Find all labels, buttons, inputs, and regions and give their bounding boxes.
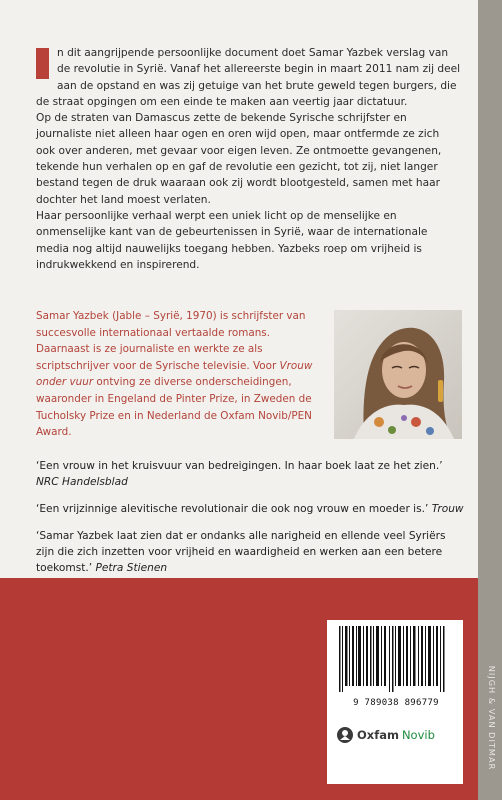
press-quotes (36, 458, 466, 587)
author-bio: Samar Yazbek (Jable – Syrië, 1970) is schrijfster van succesvolle internationaal vertaalde romans. Daarnaast is ze journaliste en werkte ze als scriptschrijver voor de Syrische televisie. Voor Vrouw onder vuur ontving ze diverse onderscheidingen, waaronder in Engeland de Pinter Prize, in Zweden de Tucholsky Prize en in Nederland de Oxfam Novib/PEN Award. (36, 310, 313, 439)
barcode-image (327, 620, 463, 700)
quote-1: ‘Een vrouw in het kruisvuur van bedreigingen. In haar boek laat ze het zien.’ NRC Handelsblad (36, 460, 443, 488)
quote-source: Trouw (431, 503, 464, 515)
oxfam-brand: Oxfam (357, 728, 399, 742)
blurb-paragraph-1: n dit aangrijpende persoonlijke document doet Samar Yazbek verslag van de revolutie in Syrië. Vanaf het allereerste begin in maart 2011 nam zij deel aan de opstand en was zij getuige van het brute geweld tegen burgers, die de straat opgingen om een einde te maken aan veertig jaar dictatuur. (36, 47, 461, 108)
dropcap-block (36, 48, 49, 79)
quote-3: ‘Samar Yazbek laat zien dat er ondanks alle narigheid en ellende veel Syriërs zijn die zich inzetten voor vrijheid en waardigheid en werken aan een betere toekomst.’ Petra Stienen (36, 530, 446, 574)
blurb-paragraph-3: Haar persoonlijke verhaal werpt een uniek licht op de menselijke en onmenselijke kant van de gebeurtenissen in Syrië, waar de internationale media nog altijd nauwelijks toegang hebben. Yazbeks roep om vrijheid is indrukwekkend en inspirerend. (36, 209, 428, 271)
oxfam-icon (337, 727, 353, 743)
author-photo (334, 310, 462, 439)
publisher-name: NIJGH & VAN DITMAR (487, 665, 497, 771)
oxfam-sub: Novib (401, 728, 435, 742)
blurb-text (36, 45, 461, 273)
blurb-paragraph-2: Op de straten van Damascus zette de bekende Syrische schrijfster en journaliste niet alleen haar ogen en oren wijd open, maar ontfermde ze zich ook over anderen, met gevaar voor eigen leven. Ze ontmoette gevangenen, tekende hun verhalen op en gaf de revolutie een gezicht, tot zij, niet langer bestand tegen de druk waaraan ook zij wordt blootgesteld, samen met haar dochter het land moest verlaten. (36, 112, 442, 206)
oxfam-novib-logo (337, 723, 461, 747)
isbn-number: 9 789038 896779 (353, 698, 439, 708)
quote-source: Petra Stienen (95, 562, 168, 574)
quote-2: ‘Een vrijzinnige alevitische revolutionair die ook nog vrouw en moeder is.’ Trouw (36, 503, 464, 515)
quote-source: NRC Handelsblad (36, 476, 128, 488)
author-portrait-image (334, 310, 462, 439)
book-title: Vrouw onder vuur (36, 359, 313, 389)
